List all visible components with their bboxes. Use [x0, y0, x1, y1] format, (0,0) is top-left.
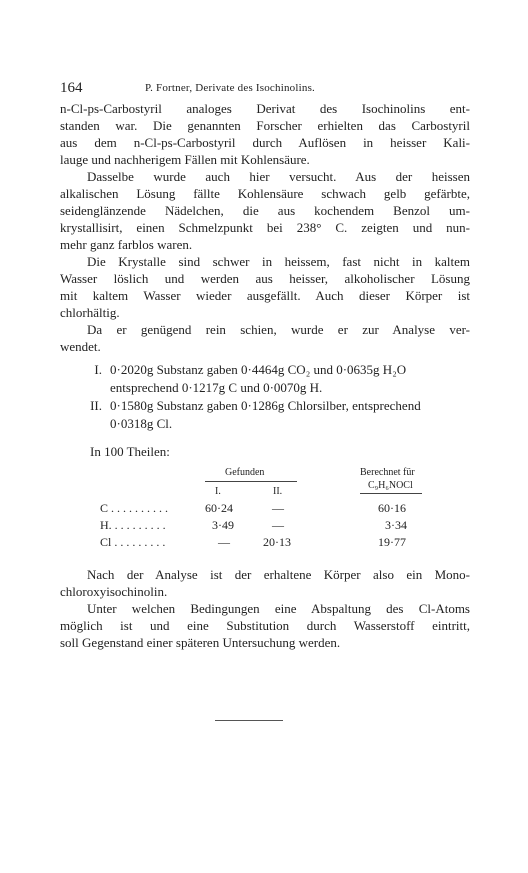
paragraph-3: [60, 253, 470, 321]
analysis-ii-continuation: 0·0318g Cl.: [110, 416, 173, 431]
column-ii-header: II.: [273, 486, 283, 497]
analysis-number: II.: [90, 398, 102, 413]
text-line: alkalischen Lösung fällte Kohlensäure schwach gelb gefärbte,: [60, 186, 470, 201]
text-line: standen war. Die genannten Forscher erhielten das Carbostyril: [60, 118, 470, 133]
text-line: chloroxyisochinolin.: [60, 584, 168, 599]
column-i-header: I.: [215, 486, 221, 497]
analysis-text: 0·2020g Substanz gaben 0·4464g CO₂ und 0·0635g H₂O: [110, 362, 407, 377]
analysis-i-continuation: entsprechend 0·1217g C und 0·0070g H.: [110, 380, 323, 395]
conclusion-2: [60, 600, 470, 651]
paragraph-4: [60, 321, 470, 355]
text-line: aus dem n-Cl-ps-Carbostyril durch Auflösen in heisser Kali-: [60, 135, 470, 150]
text-line: möglich ist und eine Substitution durch Wasserstoff eintritt,: [60, 618, 470, 633]
end-rule: [215, 720, 283, 721]
analysis-text: 0·1580g Substanz gaben 0·1286g Chlorsilber, entsprechend: [110, 398, 421, 413]
value-cell: 60·24: [205, 501, 233, 515]
berechnet-brace: [360, 493, 422, 494]
table-intro: In 100 Theilen:: [90, 444, 170, 459]
conclusion-1: [60, 566, 470, 600]
text-line: n-Cl-ps-Carbostyril analoges Derivat des Isochinolins ent-: [60, 101, 470, 116]
row-label: H. . . . . . . . . .: [100, 518, 166, 532]
running-title: P. Fortner, Derivate des Isochinolins.: [145, 82, 315, 94]
results-table: [60, 464, 470, 552]
analysis-results: [60, 361, 470, 433]
value-cell: 3·49: [212, 518, 234, 532]
row-label: C . . . . . . . . . .: [100, 501, 169, 515]
value-cell: —: [272, 501, 284, 515]
page-number: 164: [60, 80, 83, 96]
row-label: Cl . . . . . . . . .: [100, 535, 166, 549]
analysis-ii-line: [80, 397, 470, 415]
value-cell: 60·16: [378, 501, 406, 515]
text-line: chlorhältig.: [60, 305, 120, 320]
paragraph-1: [60, 100, 470, 168]
formula-header: C₉H₆NOCl: [368, 480, 413, 491]
analysis-number: I.: [94, 362, 102, 377]
text-line: Die Krystalle sind schwer in heissem, fast nicht in kaltem: [87, 254, 470, 269]
text-line: Dasselbe wurde auch hier versucht. Aus der heissen: [87, 169, 470, 184]
berechnet-header: Berechnet für: [360, 467, 415, 478]
text-line: krystallisirt, einen Schmelzpunkt bei 238° C. zeigten und nun-: [60, 220, 470, 235]
text-line: soll Gegenstand einer späteren Untersuchung werden.: [60, 635, 341, 650]
analysis-i-line: [80, 361, 470, 379]
text-line: Unter welchen Bedingungen eine Abspaltung des Cl-Atoms: [87, 601, 470, 616]
value-cell: 3·34: [385, 518, 407, 532]
value-cell: 20·13: [263, 535, 291, 549]
value-cell: —: [218, 535, 230, 549]
text-line: mit kaltem Wasser wieder ausgefällt. Auch dieser Körper ist: [60, 288, 470, 303]
text-line: mehr ganz farblos waren.: [60, 237, 193, 252]
text-line: seidenglänzende Nädelchen, die aus kochendem Benzol um-: [60, 203, 470, 218]
text-line: Nach der Analyse ist der erhaltene Körper also ein Mono-: [87, 567, 470, 582]
text-line: Wasser löslich und werden aus heisser, alkoholischer Lösung: [60, 271, 470, 286]
paragraph-2: [60, 168, 470, 253]
text-line: Da er genügend rein schien, wurde er zur Analyse ver-: [87, 322, 470, 337]
gefunden-header: Gefunden: [225, 467, 265, 478]
text-line: lauge und nachherigem Fällen mit Kohlensäure.: [60, 152, 310, 167]
gefunden-brace: [205, 481, 297, 482]
text-line: wendet.: [60, 339, 101, 354]
value-cell: 19·77: [378, 535, 406, 549]
article-body: [60, 100, 470, 651]
value-cell: —: [272, 518, 284, 532]
page-header: [60, 80, 470, 100]
